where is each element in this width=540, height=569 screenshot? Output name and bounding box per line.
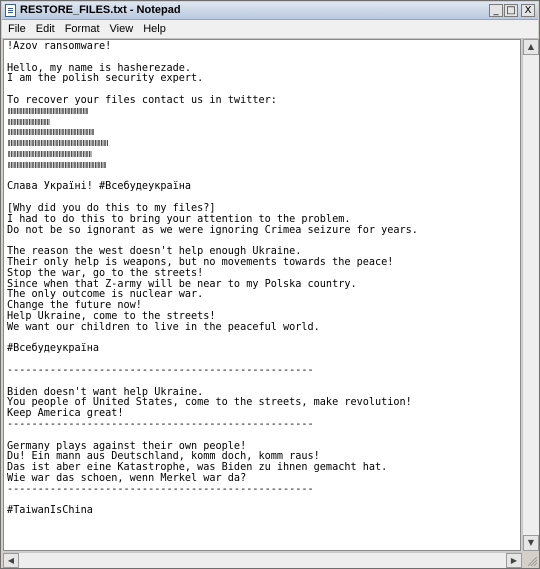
horizontal-scrollbar[interactable] xyxy=(3,552,522,568)
redacted-handle xyxy=(8,151,92,157)
redacted-handle xyxy=(8,108,88,114)
resize-grip-icon[interactable] xyxy=(522,552,539,568)
menu-bar xyxy=(2,20,538,39)
text-line: Keep America great! xyxy=(7,408,124,419)
title-bar[interactable] xyxy=(2,2,538,20)
text-line: I am the polish security expert. xyxy=(7,73,204,84)
text-line: Stop the war, go to the streets! xyxy=(7,268,204,279)
redacted-handle xyxy=(8,162,106,168)
text-line: To recover your files contact us in twitter: xyxy=(7,95,277,106)
notepad-icon xyxy=(5,4,16,17)
text-line: -------------------------------------------------- xyxy=(7,484,314,495)
text-line: #Всебудеукраїна xyxy=(7,343,100,354)
menu-help[interactable]: Help xyxy=(143,23,166,35)
menu-view[interactable]: View xyxy=(109,23,134,35)
text-line: Since when that Z-army will be near to my Polska country. xyxy=(7,279,357,290)
text-line: !Azov ransomware! xyxy=(7,41,112,52)
text-line: Das ist aber eine Katastrophe, was Biden zu ihnen gemacht hat. xyxy=(7,462,388,473)
text-line: Biden doesn't want help Ukraine. xyxy=(7,387,204,398)
text-line: We want our children to live in the peaceful world. xyxy=(7,322,320,333)
text-line: Слава Україні! #Всебудеукраїна xyxy=(7,181,192,192)
redacted-handle xyxy=(8,129,94,135)
text-line: Hello, my name is hasherezade. xyxy=(7,63,192,74)
text-line: -------------------------------------------------- xyxy=(7,365,314,376)
window-controls xyxy=(489,4,535,17)
arrow-right-icon[interactable]: ▶ xyxy=(506,553,522,568)
redacted-handle xyxy=(8,140,108,146)
text-line: #TaiwanIsChina xyxy=(7,505,93,516)
menu-edit[interactable]: Edit xyxy=(35,23,55,35)
text-line: -------------------------------------------------- xyxy=(7,419,314,430)
arrow-left-icon[interactable]: ◀ xyxy=(3,553,19,568)
close-button[interactable]: X xyxy=(521,4,535,17)
text-line: Du! Ein mann aus Deutschland, komm doch, komm raus! xyxy=(7,451,320,462)
menu-format[interactable]: Format xyxy=(64,23,100,35)
text-line: Do not be so ignorant as we were ignoring Crimea seizure for years. xyxy=(7,225,418,236)
text-line: I had to do this to bring your attention to the problem. xyxy=(7,214,351,225)
menu-file[interactable]: File xyxy=(8,23,26,35)
text-line: You people of United States, come to the streets, make revolution! xyxy=(7,397,412,408)
minimize-button[interactable]: _ xyxy=(489,4,503,17)
window-title: RESTORE_FILES.txt - Notepad xyxy=(20,4,181,16)
text-line: Help Ukraine, come to the streets! xyxy=(7,311,216,322)
text-line: The only outcome is nuclear war. xyxy=(7,289,204,300)
text-line: Change the future now! xyxy=(7,300,142,311)
redacted-handle xyxy=(8,119,50,125)
text-line: Wie war das schoen, wenn Merkel war da? xyxy=(7,473,247,484)
arrow-down-icon[interactable]: ▼ xyxy=(523,535,539,551)
vertical-scrollbar[interactable] xyxy=(522,39,539,551)
text-line: Their only help is weapons, but no movements towards the peace! xyxy=(7,257,394,268)
text-line: The reason the west doesn't help enough Ukraine. xyxy=(7,246,302,257)
arrow-up-icon[interactable]: ▲ xyxy=(523,39,539,55)
text-line: Germany plays against their own people! xyxy=(7,441,247,452)
text-editor[interactable] xyxy=(3,39,521,551)
text-line: [Why did you do this to my files?] xyxy=(7,203,216,214)
maximize-button[interactable]: □ xyxy=(504,4,518,17)
